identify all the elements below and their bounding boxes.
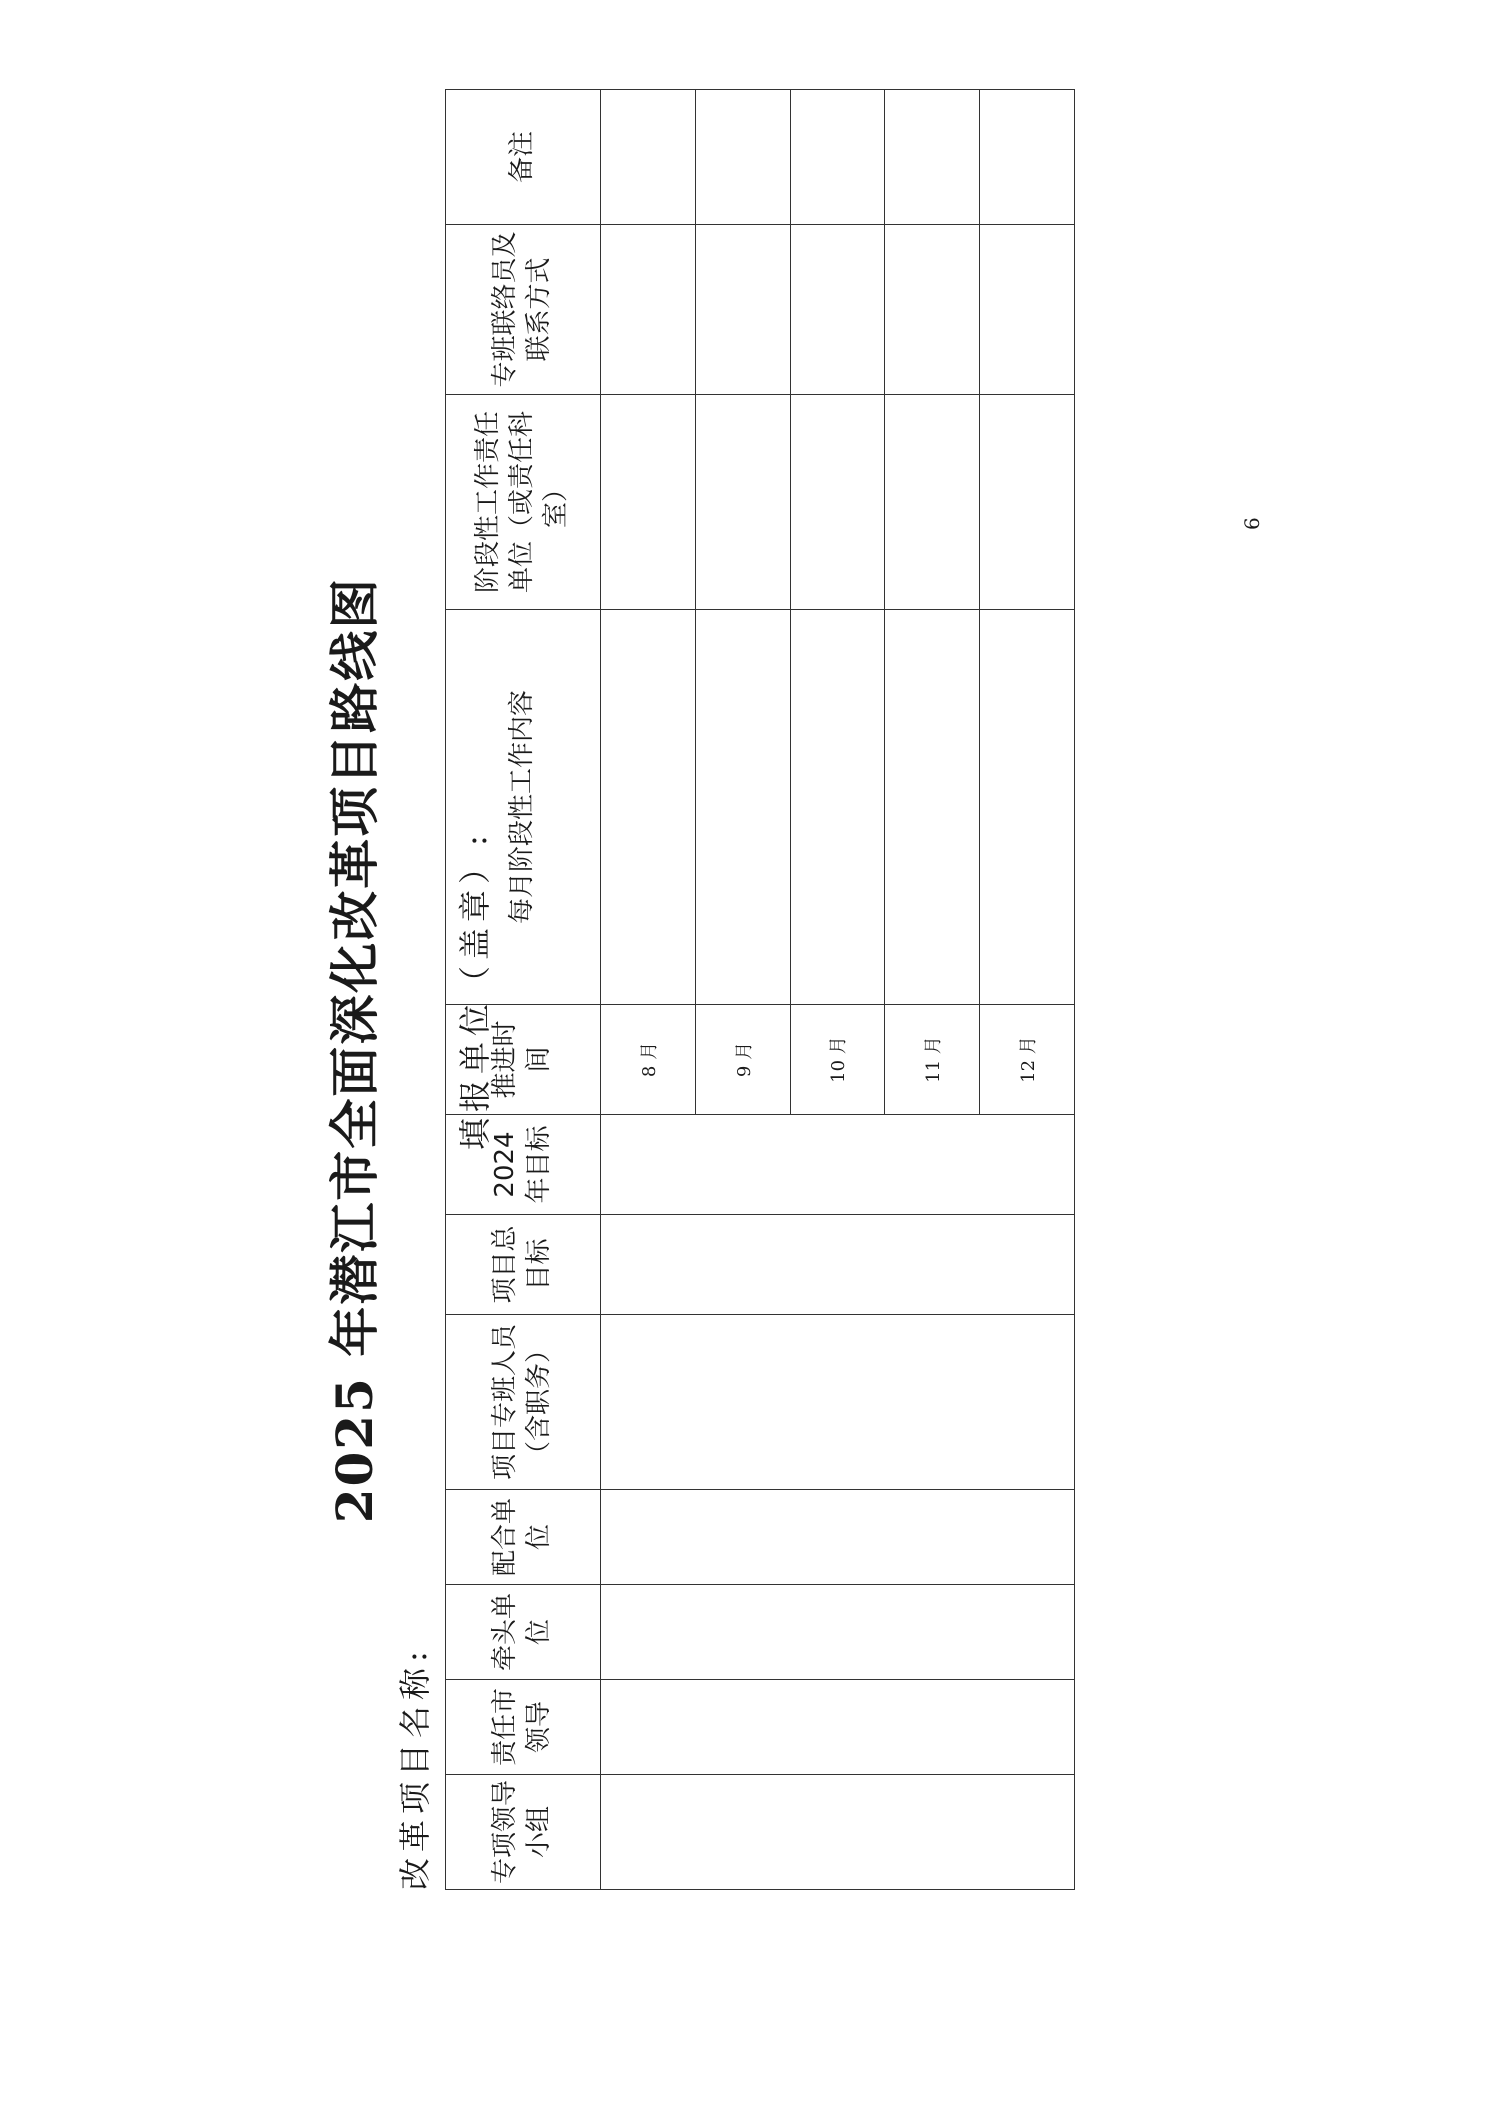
project-name-label: 改革项目名称:	[396, 1645, 434, 1890]
table-row	[601, 90, 696, 1890]
cell-liaison[interactable]	[695, 225, 790, 395]
cell-cooperating-unit[interactable]	[601, 1490, 1075, 1585]
cell-2024-goal[interactable]	[601, 1115, 1075, 1215]
header-liaison: 专班联络员及联系方式	[446, 225, 601, 395]
cell-liaison[interactable]	[601, 225, 696, 395]
cell-remarks[interactable]	[980, 90, 1075, 225]
cell-phase-unit[interactable]	[980, 395, 1075, 610]
cell-phase-unit[interactable]	[601, 395, 696, 610]
cell-lead-unit[interactable]	[601, 1585, 1075, 1680]
month-cell: 8 月	[601, 1005, 696, 1115]
table-header-row	[446, 90, 601, 1890]
cell-monthly-work[interactable]	[980, 610, 1075, 1005]
cell-monthly-work[interactable]	[885, 610, 980, 1005]
reporting-unit-label: 填报单位（盖章）:	[456, 829, 494, 1150]
cell-monthly-work[interactable]	[790, 610, 885, 1005]
cell-liaison[interactable]	[790, 225, 885, 395]
header-phase-unit: 阶段性工作责任单位（或责任科室）	[446, 395, 601, 610]
page-number: 6	[1240, 517, 1264, 530]
cell-task-force[interactable]	[601, 1315, 1075, 1490]
cell-leading-group[interactable]	[601, 1775, 1075, 1890]
cell-monthly-work[interactable]	[601, 610, 696, 1005]
month-cell: 11 月	[885, 1005, 980, 1115]
header-lead-unit: 牵头单位	[446, 1585, 601, 1680]
cell-remarks[interactable]	[885, 90, 980, 225]
header-remarks: 备注	[446, 90, 601, 225]
roadmap-table	[445, 89, 1075, 1890]
cell-remarks[interactable]	[790, 90, 885, 225]
header-monthly-work: 每月阶段性工作内容	[446, 610, 601, 1005]
cell-liaison[interactable]	[980, 225, 1075, 395]
cell-phase-unit[interactable]	[790, 395, 885, 610]
cell-overall-goal[interactable]	[601, 1215, 1075, 1315]
header-responsible-leader: 责任市领导	[446, 1680, 601, 1775]
cell-remarks[interactable]	[601, 90, 696, 225]
cell-monthly-work[interactable]	[695, 610, 790, 1005]
header-cooperating-unit: 配合单位	[446, 1490, 601, 1585]
cell-liaison[interactable]	[885, 225, 980, 395]
header-schedule: 推进时间	[446, 1005, 601, 1115]
month-cell: 10 月	[790, 1005, 885, 1115]
header-task-force: 项目专班人员（含职务）	[446, 1315, 601, 1490]
header-overall-goal: 项目总目标	[446, 1215, 601, 1315]
month-cell: 9 月	[695, 1005, 790, 1115]
header-leading-group: 专项领导小组	[446, 1775, 601, 1890]
cell-phase-unit[interactable]	[885, 395, 980, 610]
landscape-page	[290, 131, 1290, 1930]
month-cell: 12 月	[980, 1005, 1075, 1115]
cell-remarks[interactable]	[695, 90, 790, 225]
cell-responsible-leader[interactable]	[601, 1680, 1075, 1775]
document-title: 2025 年潜江市全面深化改革项目路线图	[325, 576, 384, 1524]
header-2024-goal: 2024 年目标	[446, 1115, 601, 1215]
cell-phase-unit[interactable]	[695, 395, 790, 610]
